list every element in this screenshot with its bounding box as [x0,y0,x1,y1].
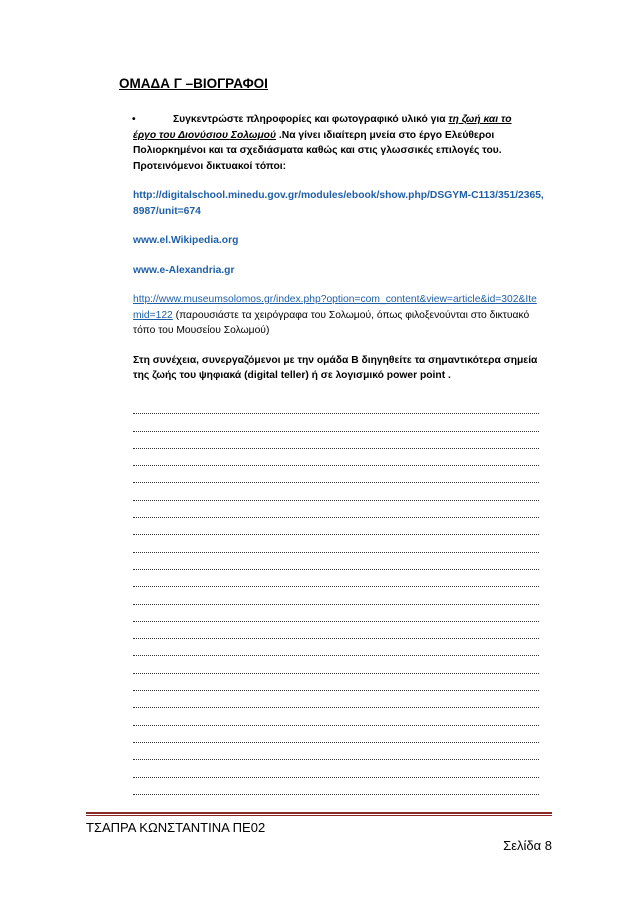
answer-line[interactable] [133,622,539,639]
bullet-glyph: • [132,114,136,125]
answer-line[interactable] [133,535,539,552]
bullet-emphasis-1: τη ζωή και το [448,114,512,125]
answer-line[interactable] [133,726,539,743]
footer-page-number: Σελίδα 8 [503,838,552,853]
task-content [133,112,545,384]
museum-note: (παρουσιάστε τα χειρόγραφα του Σολωμού, όπως φιλοξενούνται στο δικτυακό τόπο του Μουσείου Σολωμού) [133,309,530,336]
answer-line[interactable] [133,518,539,535]
answer-line[interactable] [133,778,539,795]
task-bullet [133,112,545,174]
page-title: ΟΜΑΔΑ Γ –ΒΙΟΓΡΑΦΟΙ [119,76,268,91]
answer-line[interactable] [133,501,539,518]
answer-line[interactable] [133,656,539,673]
link-digitalschool[interactable]: http://digitalschool.minedu.gov.gr/modules/ebook/show.php/DSGYM-C113/351/2365,8987/unit=674 [133,190,544,217]
instruction-text: Στη συνέχεια, συνεργαζόμενοι με την ομάδα Β διηγηθείτε τα σημαντικότερα σημεία της ζωής του ψηφιακά (digital teller) ή σε λογισμικό power point . [133,354,538,381]
answer-line[interactable] [133,414,539,431]
link-alexandria[interactable]: www.e-Alexandria.gr [133,264,235,276]
bullet-text-1: Συγκεντρώστε πληροφορίες και φωτογραφικό υλικό για [173,114,449,125]
answer-line[interactable] [133,553,539,570]
answer-line[interactable] [133,674,539,691]
museum-paragraph [133,292,545,339]
answer-line[interactable] [133,760,539,777]
footer-author: ΤΣΑΠΡΑ ΚΩΝΣΤΑΝΤΙΝΑ ΠΕ02 [86,820,266,835]
bullet-text-3: Προτεινόμενοι δικτυακοί τόποι: [133,160,287,172]
link-museum[interactable]: http://www.museumsolomos.gr/index.php?option=com_content&view=article&id=302&Itemid=122 [133,294,537,321]
bullet-text-2: .Να γίνει ιδιαίτερη μνεία στο έργο Ελεύθεροι Πολιορκημένοι και τα σχεδιάσματα καθώς και στις γλωσσικές επιλογές του. [133,129,502,156]
answer-line[interactable] [133,708,539,725]
answer-line[interactable] [133,605,539,622]
answer-line[interactable] [133,639,539,656]
footer-divider [86,812,552,814]
bullet-emphasis-2: έργο του Διονύσιου Σολωμού [133,129,277,141]
answer-lines [133,397,539,795]
answer-line[interactable] [133,449,539,466]
answer-line[interactable] [133,432,539,449]
answer-line[interactable] [133,483,539,500]
answer-line[interactable] [133,570,539,587]
answer-line[interactable] [133,397,539,414]
bullet-paragraph [133,112,545,174]
footer-divider-thin [86,815,552,816]
link-wikipedia[interactable]: www.el.Wikipedia.org [133,235,239,246]
answer-line[interactable] [133,466,539,483]
answer-line[interactable] [133,691,539,708]
answer-line[interactable] [133,743,539,760]
answer-line[interactable] [133,587,539,604]
